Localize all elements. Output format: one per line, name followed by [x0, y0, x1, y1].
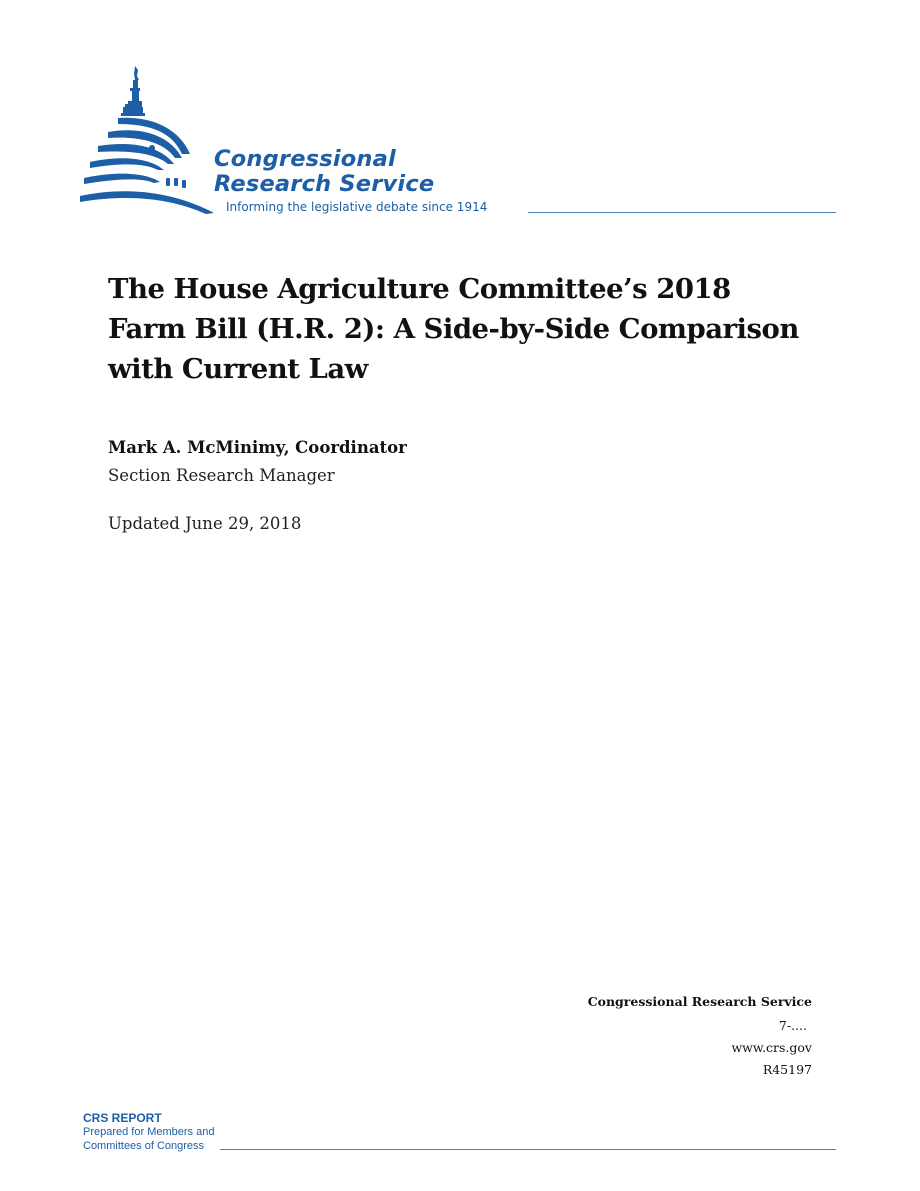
report-title	[108, 269, 868, 389]
website-link[interactable]: www.crs.gov	[731, 1040, 812, 1055]
footer-rule	[220, 1149, 836, 1150]
logo-wordmark-line-1: Congressional	[214, 146, 396, 172]
footer-committees-line: Committees of Congress	[83, 1140, 205, 1152]
updated-date: Updated June 29, 2018	[108, 514, 302, 533]
title-line: with Current Law	[108, 353, 368, 385]
report-number: R45197	[762, 1062, 812, 1077]
title-line: Farm Bill (H.R. 2): A Side-by-Side Comparison	[108, 313, 799, 345]
logo-wordmark-line-2: Research Service	[214, 171, 435, 197]
crs-report-label: CRS REPORT	[83, 1111, 162, 1125]
author-name: Mark A. McMinimy, Coordinator	[108, 438, 407, 457]
capitol-dome-icon	[78, 66, 218, 216]
publisher-name: Congressional Research Service	[587, 994, 812, 1009]
reference-code: 7-....	[778, 1018, 807, 1033]
title-line: The House Agriculture Committee’s 2018	[108, 273, 731, 305]
footer-prepared-line: Prepared for Members and	[83, 1126, 215, 1138]
header-rule	[528, 212, 836, 213]
author-role: Section Research Manager	[108, 466, 335, 485]
logo-tagline: Informing the legislative debate since 1914	[226, 200, 488, 214]
